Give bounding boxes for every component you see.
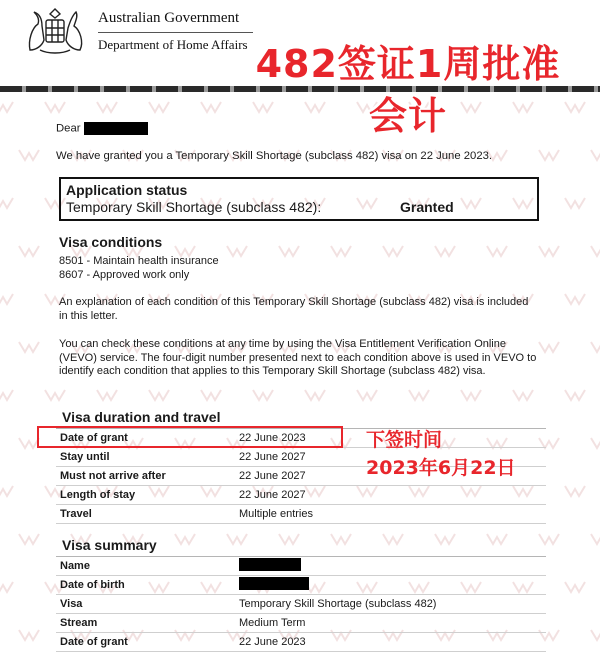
row-value: 22 June 2027 — [239, 451, 306, 463]
table-row — [56, 633, 546, 652]
watermark-chevron-icon — [18, 340, 40, 354]
grant-date-annotation — [366, 426, 556, 482]
row-value: 22 June 2023 — [239, 432, 306, 444]
watermark-chevron-icon — [590, 340, 600, 354]
application-status-title: Application status — [66, 182, 188, 198]
watermark-chevron-icon — [174, 532, 196, 546]
watermark-chevron-icon — [200, 100, 222, 114]
row-value: 22 June 2027 — [239, 489, 306, 501]
watermark-chevron-icon — [538, 532, 560, 546]
header-divider — [98, 32, 253, 33]
application-status-box — [59, 177, 539, 221]
watermark-chevron-icon — [330, 532, 352, 546]
table-row — [56, 486, 546, 505]
date-of-grant-highlight — [37, 426, 343, 448]
row-value: Temporary Skill Shortage (subclass 482) — [239, 598, 437, 610]
watermark-chevron-icon — [564, 388, 586, 402]
watermark-chevron-icon — [96, 100, 118, 114]
redacted-value — [239, 557, 301, 575]
row-label: Date of grant — [60, 432, 128, 444]
watermark-chevron-icon — [564, 196, 586, 210]
watermark-chevron-icon — [96, 388, 118, 402]
row-label: Travel — [60, 508, 92, 520]
watermark-chevron-icon — [44, 100, 66, 114]
row-label: Date of birth — [60, 579, 125, 591]
watermark-chevron-icon — [278, 532, 300, 546]
watermark-chevron-icon — [148, 388, 170, 402]
row-value: 22 June 2027 — [239, 470, 306, 482]
table-row — [56, 557, 546, 576]
visa-conditions-title: Visa conditions — [59, 234, 163, 250]
application-status-value: Granted — [400, 199, 454, 215]
coat-of-arms-icon — [22, 6, 88, 56]
watermark-chevron-icon — [148, 100, 170, 114]
watermark-chevron-icon — [0, 196, 14, 210]
watermark-chevron-icon — [200, 388, 222, 402]
watermark-chevron-icon — [0, 292, 14, 306]
watermark-chevron-icon — [18, 148, 40, 162]
watermark-chevron-icon — [356, 388, 378, 402]
watermark-chevron-icon — [0, 484, 14, 498]
watermark-chevron-icon — [564, 580, 586, 594]
watermark-chevron-icon — [408, 388, 430, 402]
watermark-chevron-icon — [18, 244, 40, 258]
table-row — [56, 595, 546, 614]
watermark-chevron-icon — [486, 244, 508, 258]
salutation-text: Dear — [56, 122, 81, 135]
row-value: Medium Term — [239, 617, 306, 629]
watermark-chevron-icon — [226, 532, 248, 546]
watermark-chevron-icon — [590, 532, 600, 546]
watermark-chevron-icon — [330, 244, 352, 258]
redacted-name — [84, 122, 148, 135]
application-visa-name: Temporary Skill Shortage (subclass 482): — [66, 199, 322, 215]
condition-item: 8501 - Maintain health insurance — [59, 255, 219, 267]
salutation — [56, 122, 148, 136]
row-label: Date of grant — [60, 636, 128, 648]
grant-statement: We have granted you a Temporary Skill Shortage (subclass 482) visa on 22 June 2023. — [56, 150, 493, 162]
watermark-chevron-icon — [18, 532, 40, 546]
watermark-chevron-icon — [590, 148, 600, 162]
watermark-chevron-icon — [486, 532, 508, 546]
watermark-chevron-icon — [434, 244, 456, 258]
row-label: Must not arrive after — [60, 470, 166, 482]
watermark-chevron-icon — [564, 484, 586, 498]
watermark-chevron-icon — [512, 388, 534, 402]
visa-conditions-list — [59, 254, 219, 282]
row-label: Name — [60, 560, 90, 572]
row-label: Visa — [60, 598, 83, 610]
watermark-chevron-icon — [226, 244, 248, 258]
row-label: Stay until — [60, 451, 110, 463]
watermark-chevron-icon — [382, 532, 404, 546]
watermark-chevron-icon — [0, 580, 14, 594]
row-value: 22 June 2023 — [239, 636, 306, 648]
redaction-bar — [239, 558, 301, 571]
conditions-explanation: An explanation of each condition of this Temporary Skill Shortage (subclass 482) visa is included in this letter. — [59, 296, 529, 322]
watermark-chevron-icon — [538, 340, 560, 354]
visa-summary-title: Visa summary — [62, 537, 157, 553]
row-label: Length of stay — [60, 489, 136, 501]
table-row — [56, 576, 546, 595]
row-value: Multiple entries — [239, 508, 313, 520]
watermark-chevron-icon — [252, 388, 274, 402]
table-row — [56, 614, 546, 633]
redacted-value — [239, 576, 309, 594]
watermark-chevron-icon — [278, 244, 300, 258]
watermark-chevron-icon — [538, 244, 560, 258]
watermark-chevron-icon — [304, 388, 326, 402]
promo-title-line1: 482签证1周批准 — [255, 42, 561, 86]
watermark-chevron-icon — [434, 532, 456, 546]
promo-title — [222, 38, 594, 142]
row-label: Stream — [60, 617, 98, 629]
annotation-line2: 2023年6月22日 — [366, 457, 516, 479]
watermark-chevron-icon — [564, 292, 586, 306]
watermark-chevron-icon — [590, 436, 600, 450]
department-name: Department of Home Affairs — [98, 37, 248, 52]
redaction-bar — [239, 577, 309, 590]
condition-item: 8607 - Approved work only — [59, 269, 190, 281]
watermark-chevron-icon — [590, 244, 600, 258]
government-name: Australian Government — [98, 10, 240, 26]
watermark-chevron-icon — [0, 388, 14, 402]
watermark-chevron-icon — [590, 628, 600, 642]
watermark-chevron-icon — [0, 100, 14, 114]
promo-title-line2: 会计 — [368, 94, 447, 138]
watermark-chevron-icon — [18, 628, 40, 642]
visa-duration-title: Visa duration and travel — [62, 409, 221, 425]
vevo-paragraph: You can check these conditions at any time by using the Visa Entitlement Verification Online (VEVO) service. The four-digit number presented next to each condition above is used in VEVO to identify each condition that applies to this Temporary Skill Shortage (subclass 482) visa. — [59, 338, 537, 377]
watermark-chevron-icon — [382, 244, 404, 258]
table-row — [56, 505, 546, 524]
visa-summary-table — [56, 556, 546, 652]
watermark-chevron-icon — [460, 388, 482, 402]
watermark-chevron-icon — [44, 388, 66, 402]
annotation-line1: 下签时间 — [366, 429, 443, 451]
